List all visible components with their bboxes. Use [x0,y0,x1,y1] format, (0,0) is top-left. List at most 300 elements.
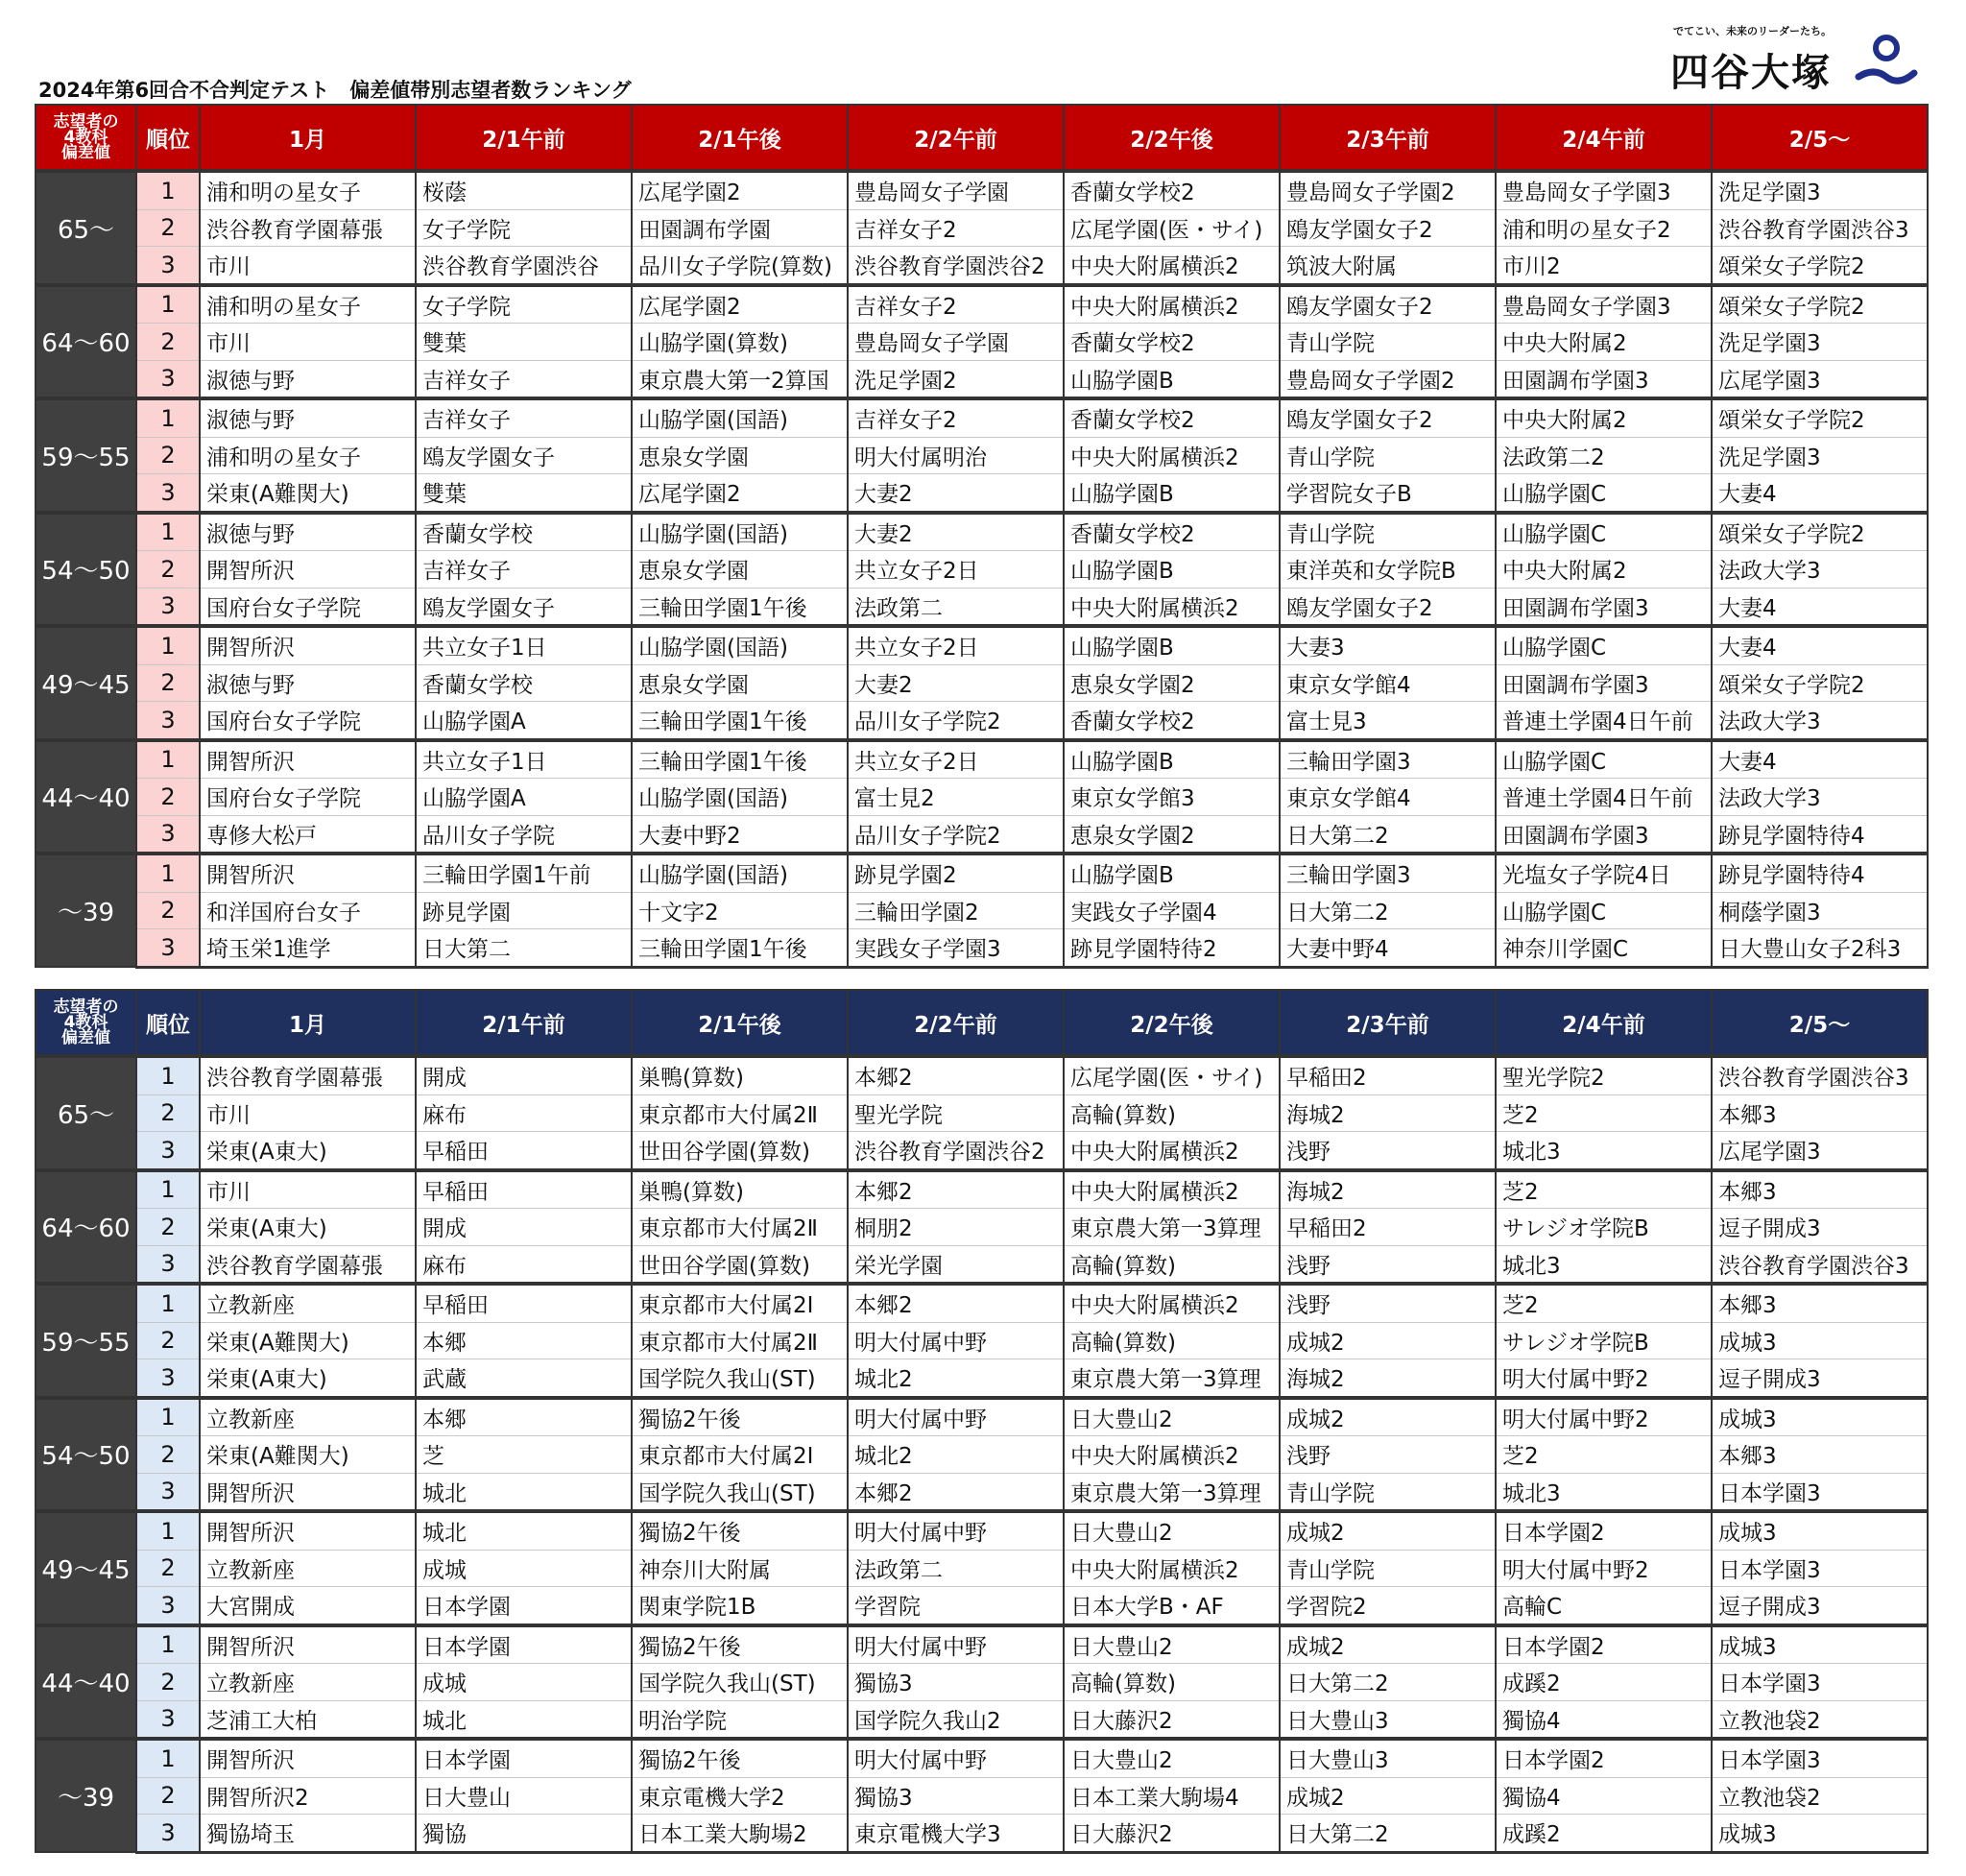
day-header: 2/4午前 [1496,990,1712,1056]
school-cell: 三輪田学園1午後 [632,929,848,968]
school-cell: 実践女子学園3 [848,929,1064,968]
school-cell: 渋谷教育学園渋谷2 [848,247,1064,285]
band-cell: 49～45 [36,1511,136,1625]
school-cell: 麻布 [416,1094,632,1132]
school-cell: 日本学園 [416,1625,632,1664]
table-row [36,247,1928,285]
band-cell: 65～ [36,1056,136,1170]
band-header [36,990,136,1056]
rank-cell: 2 [136,892,200,929]
school-cell: 大妻4 [1712,588,1928,626]
school-cell: 獨協 [416,1815,632,1853]
school-cell: 国学院久我山(ST) [632,1473,848,1511]
table-row [36,209,1928,247]
school-cell: 桐蔭学園3 [1712,892,1928,929]
school-cell: 鴎友学園女子 [416,437,632,474]
school-cell: 早稲田2 [1280,1209,1496,1246]
school-cell: 獨協2午後 [632,1625,848,1664]
school-cell: 城北2 [848,1359,1064,1398]
school-cell: 成城3 [1712,1398,1928,1436]
school-cell: サレジオ学院B [1496,1322,1712,1359]
school-cell: 逗子開成3 [1712,1359,1928,1398]
school-cell: 東洋英和女学院B [1280,551,1496,589]
rank-header: 順位 [136,105,200,171]
school-cell: 聖光学院2 [1496,1056,1712,1094]
school-cell: 淑徳与野 [200,360,416,398]
school-cell: 東京都市大付属2Ⅱ [632,1322,848,1359]
school-cell: 豊島岡女子学園2 [1280,171,1496,209]
rank-cell: 3 [136,247,200,285]
table-row [36,1625,1928,1664]
table-row [36,664,1928,702]
day-header: 2/5～ [1712,105,1928,171]
school-cell: 浦和明の星女子2 [1496,209,1712,247]
school-cell: 成蹊2 [1496,1815,1712,1853]
school-cell: 恵泉女学園2 [1064,815,1280,854]
school-cell: 獨協2午後 [632,1739,848,1777]
table-row [36,324,1928,361]
table-row [36,1473,1928,1511]
school-cell: 日大第二2 [1280,1815,1496,1853]
school-cell: 青山学院 [1280,513,1496,551]
school-cell: 立教新座 [200,1398,416,1436]
school-cell: 法政第二 [848,1550,1064,1587]
school-cell: 明大付属中野 [848,1625,1064,1664]
rank-cell: 3 [136,1245,200,1284]
school-cell: 実践女子学園4 [1064,892,1280,929]
school-cell: 栄東(A難関大) [200,1322,416,1359]
table-row [36,779,1928,816]
rank-cell: 2 [136,437,200,474]
school-cell: 三輪田学園1午前 [416,854,632,892]
school-cell: 東京農大第一2算国 [632,360,848,398]
band-header [36,105,136,171]
school-cell: 大宮開成 [200,1587,416,1625]
school-cell: 山脇学園C [1496,474,1712,513]
school-cell: 早稲田 [416,1170,632,1209]
school-cell: 獨協2午後 [632,1511,848,1550]
rank-cell: 3 [136,1132,200,1170]
band-cell: 59～55 [36,398,136,513]
school-cell: 成城2 [1280,1398,1496,1436]
band-header-line: 偏差値 [61,1028,110,1047]
table-row [36,626,1928,664]
school-cell: 渋谷教育学園幕張 [200,1245,416,1284]
school-cell: 日本学園2 [1496,1625,1712,1664]
school-cell: 山脇学園A [416,779,632,816]
school-cell: 関東学院1B [632,1587,848,1625]
rank-cell: 2 [136,1664,200,1701]
school-cell: 日本工業大駒場2 [632,1815,848,1853]
rank-cell: 1 [136,513,200,551]
table-row [36,588,1928,626]
school-cell: 女子学院 [416,285,632,324]
school-cell: 立教新座 [200,1284,416,1322]
school-cell: 三輪田学園2 [848,892,1064,929]
table-row [36,1132,1928,1170]
school-cell: 日大豊山3 [1280,1700,1496,1739]
school-cell: 吉祥女子2 [848,398,1064,437]
school-cell: 大妻2 [848,664,1064,702]
school-cell: 洗足学園3 [1712,437,1928,474]
day-header: 2/3午前 [1280,105,1496,171]
school-cell: 頌栄女子学院2 [1712,285,1928,324]
band-cell: 54～50 [36,513,136,627]
school-cell: 日本学園3 [1712,1550,1928,1587]
school-cell: 専修大松戸 [200,815,416,854]
school-cell: 浅野 [1280,1436,1496,1474]
school-cell: 淑徳与野 [200,513,416,551]
brand-tagline: でてこい、未来のリーダーたち。 [1673,25,1832,37]
school-cell: 明大付属中野2 [1496,1359,1712,1398]
rank-cell: 3 [136,1587,200,1625]
school-cell: 山脇学園(国語) [632,513,848,551]
school-cell: 豊島岡女子学園 [848,171,1064,209]
rank-cell: 1 [136,1284,200,1322]
school-cell: 大妻4 [1712,626,1928,664]
school-cell: 本郷2 [848,1056,1064,1094]
school-cell: 栄東(A東大) [200,1209,416,1246]
school-cell: 高輪(算数) [1064,1664,1280,1701]
school-cell: 日本学園 [416,1739,632,1777]
school-cell: 日大豊山2 [1064,1739,1280,1777]
school-cell: 神奈川学園C [1496,929,1712,968]
school-cell: 日本学園 [416,1587,632,1625]
table-row [36,1245,1928,1284]
school-cell: 国府台女子学院 [200,588,416,626]
band-cell: ～39 [36,1739,136,1852]
school-cell: 法政第二2 [1496,437,1712,474]
school-cell: 渋谷教育学園渋谷3 [1712,1056,1928,1094]
school-cell: 広尾学園2 [632,285,848,324]
school-cell: 頌栄女子学院2 [1712,247,1928,285]
table-row [36,1550,1928,1587]
school-cell: 香蘭女学校2 [1064,398,1280,437]
rank-cell: 3 [136,1473,200,1511]
school-cell: 日本学園2 [1496,1511,1712,1550]
rank-cell: 2 [136,1209,200,1246]
rank-cell: 1 [136,1398,200,1436]
school-cell: 高輪(算数) [1064,1322,1280,1359]
school-cell: 学習院2 [1280,1587,1496,1625]
band-cell: 65～ [36,171,136,285]
school-cell: 城北3 [1496,1245,1712,1284]
school-cell: 日大藤沢2 [1064,1815,1280,1853]
day-header: 2/2午前 [848,105,1064,171]
table-row [36,398,1928,437]
school-cell: 桜蔭 [416,171,632,209]
school-cell: 恵泉女学園 [632,664,848,702]
school-cell: 鴎友学園女子2 [1280,398,1496,437]
school-cell: 法政大学3 [1712,702,1928,740]
school-cell: 豊島岡女子学園3 [1496,171,1712,209]
school-cell: 国学院久我山(ST) [632,1359,848,1398]
school-cell: 高輪(算数) [1064,1245,1280,1284]
school-cell: 東京都市大付属2Ⅱ [632,1094,848,1132]
school-cell: 三輪田学園1午後 [632,702,848,740]
school-cell: 開智所沢 [200,551,416,589]
school-cell: 渋谷教育学園渋谷2 [848,1132,1064,1170]
school-cell: 東京電機大学2 [632,1777,848,1815]
rank-cell: 2 [136,1322,200,1359]
school-cell: 城北 [416,1473,632,1511]
band-cell: 54～50 [36,1398,136,1512]
school-cell: 共立女子2日 [848,626,1064,664]
boys-ranking-table [35,989,1929,1854]
school-cell: 鴎友学園女子2 [1280,588,1496,626]
day-header: 2/1午前 [416,990,632,1056]
school-cell: 本郷 [416,1398,632,1436]
school-cell: 山脇学園B [1064,854,1280,892]
rank-cell: 2 [136,664,200,702]
table-row [36,1359,1928,1398]
girls-ranking-table [35,104,1929,969]
school-cell: 開智所沢 [200,1511,416,1550]
band-header-line: 志望者の [53,112,119,132]
school-cell: 恵泉女学園 [632,551,848,589]
school-cell: 山脇学園C [1496,513,1712,551]
table-row [36,1094,1928,1132]
rank-cell: 2 [136,779,200,816]
school-cell: 日本学園2 [1496,1739,1712,1777]
school-cell: 山脇学園(国語) [632,854,848,892]
school-cell: 成城3 [1712,1511,1928,1550]
school-cell: 獨協4 [1496,1700,1712,1739]
school-cell: 本郷3 [1712,1170,1928,1209]
school-cell: 香蘭女学校2 [1064,513,1280,551]
table-row [36,1664,1928,1701]
school-cell: 十文字2 [632,892,848,929]
school-cell: 成城 [416,1664,632,1701]
school-cell: 女子学院 [416,209,632,247]
school-cell: 跡見学園特待2 [1064,929,1280,968]
school-cell: 巣鴨(算数) [632,1170,848,1209]
school-cell: 成城3 [1712,1815,1928,1853]
school-cell: 日本学園3 [1712,1664,1928,1701]
rank-cell: 1 [136,1056,200,1094]
school-cell: 田園調布学園 [632,209,848,247]
school-cell: 三輪田学園3 [1280,740,1496,779]
school-cell: 大妻中野2 [632,815,848,854]
rank-cell: 3 [136,929,200,968]
school-cell: 田園調布学園3 [1496,588,1712,626]
day-header: 2/2午後 [1064,105,1280,171]
school-cell: 恵泉女学園 [632,437,848,474]
school-cell: 浅野 [1280,1132,1496,1170]
school-cell: 早稲田 [416,1284,632,1322]
school-cell: 開成 [416,1209,632,1246]
school-cell: 渋谷教育学園渋谷3 [1712,209,1928,247]
day-header: 2/3午前 [1280,990,1496,1056]
school-cell: 中央大附属横浜2 [1064,588,1280,626]
school-cell: 本郷 [416,1322,632,1359]
school-cell: 豊島岡女子学園 [848,324,1064,361]
brand-name: 四谷大塚 [1670,51,1832,95]
school-cell: 市川 [200,324,416,361]
school-cell: 山脇学園B [1064,360,1280,398]
rank-cell: 2 [136,551,200,589]
school-cell: 跡見学園特待4 [1712,815,1928,854]
school-cell: 吉祥女子 [416,398,632,437]
school-cell: 香蘭女学校 [416,513,632,551]
table-row [36,1815,1928,1853]
school-cell: 武蔵 [416,1359,632,1398]
table-row [36,929,1928,968]
school-cell: 浅野 [1280,1245,1496,1284]
school-cell: 学習院 [848,1587,1064,1625]
school-cell: 跡見学園2 [848,854,1064,892]
school-cell: 恵泉女学園2 [1064,664,1280,702]
school-cell: 中央大附属横浜2 [1064,1170,1280,1209]
school-cell: 中央大附属横浜2 [1064,437,1280,474]
school-cell: 三輪田学園1午後 [632,588,848,626]
school-cell: 本郷2 [848,1284,1064,1322]
school-cell: 中央大附属横浜2 [1064,1436,1280,1474]
school-cell: 中央大附属横浜2 [1064,285,1280,324]
school-cell: 共立女子2日 [848,551,1064,589]
school-cell: 開智所沢 [200,626,416,664]
table-row [36,285,1928,324]
school-cell: 開智所沢2 [200,1777,416,1815]
school-cell: 世田谷学園(算数) [632,1132,848,1170]
rank-cell: 3 [136,702,200,740]
school-cell: 芝2 [1496,1170,1712,1209]
school-cell: 鴎友学園女子2 [1280,209,1496,247]
school-cell: 海城2 [1280,1359,1496,1398]
band-cell: 44～40 [36,1625,136,1740]
rank-cell: 1 [136,626,200,664]
school-cell: 香蘭女学校2 [1064,702,1280,740]
school-cell: 大妻4 [1712,474,1928,513]
school-cell: 渋谷教育学園渋谷 [416,247,632,285]
school-cell: 雙葉 [416,324,632,361]
school-cell: 栄東(A東大) [200,1132,416,1170]
school-cell: 吉祥女子2 [848,209,1064,247]
school-cell: 獨協4 [1496,1777,1712,1815]
rank-cell: 2 [136,1777,200,1815]
school-cell: 豊島岡女子学園2 [1280,360,1496,398]
school-cell: 青山学院 [1280,1473,1496,1511]
school-cell: 市川 [200,1094,416,1132]
school-cell: 鴎友学園女子 [416,588,632,626]
school-cell: 広尾学園3 [1712,360,1928,398]
school-cell: 浅野 [1280,1284,1496,1322]
rank-cell: 2 [136,1436,200,1474]
rank-cell: 3 [136,474,200,513]
table-row [36,1700,1928,1739]
school-cell: 学習院女子B [1280,474,1496,513]
school-cell: 城北2 [848,1436,1064,1474]
school-cell: 広尾学園2 [632,171,848,209]
school-cell: 城北3 [1496,1473,1712,1511]
school-cell: 明大付属中野2 [1496,1550,1712,1587]
school-cell: 東京都市大付属2Ⅱ [632,1209,848,1246]
school-cell: 三輪田学園1午後 [632,740,848,779]
school-cell: 成城 [416,1550,632,1587]
school-cell: 山脇学園(算数) [632,324,848,361]
school-cell: 明大付属中野 [848,1511,1064,1550]
school-cell: 普連土学園4日午前 [1496,779,1712,816]
school-cell: 洗足学園3 [1712,171,1928,209]
school-cell: 日大豊山2 [1064,1625,1280,1664]
school-cell: 大妻2 [848,513,1064,551]
school-cell: 立教新座 [200,1550,416,1587]
school-cell: 獨協3 [848,1777,1064,1815]
school-cell: 海城2 [1280,1170,1496,1209]
school-cell: 日大第二2 [1280,1664,1496,1701]
table-row [36,474,1928,513]
school-cell: 本郷2 [848,1170,1064,1209]
school-cell: 立教池袋2 [1712,1700,1928,1739]
school-cell: 本郷3 [1712,1094,1928,1132]
school-cell: 青山学院 [1280,437,1496,474]
school-cell: 中央大附属横浜2 [1064,247,1280,285]
school-cell: 品川女子学院2 [848,702,1064,740]
table-row [36,551,1928,589]
rank-header: 順位 [136,990,200,1056]
school-cell: 田園調布学園3 [1496,664,1712,702]
day-header: 2/4午前 [1496,105,1712,171]
table-row [36,437,1928,474]
school-cell: 山脇学園C [1496,626,1712,664]
school-cell: 獨協3 [848,1664,1064,1701]
yotsuya-otsuka-logo-icon [1855,35,1918,92]
school-cell: 本郷3 [1712,1284,1928,1322]
school-cell: 逗子開成3 [1712,1209,1928,1246]
school-cell: 鴎友学園女子2 [1280,285,1496,324]
rank-cell: 2 [136,324,200,361]
school-cell: 栄東(A難関大) [200,1436,416,1474]
rank-cell: 1 [136,1625,200,1664]
school-cell: 栄光学園 [848,1245,1064,1284]
school-cell: 渋谷教育学園渋谷3 [1712,1245,1928,1284]
school-cell: 青山学院 [1280,1550,1496,1587]
school-cell: 成城2 [1280,1777,1496,1815]
school-cell: 海城2 [1280,1094,1496,1132]
school-cell: 聖光学院 [848,1094,1064,1132]
school-cell: 芝 [416,1436,632,1474]
school-cell: 開智所沢 [200,854,416,892]
rank-cell: 3 [136,588,200,626]
school-cell: 逗子開成3 [1712,1587,1928,1625]
rank-cell: 1 [136,740,200,779]
school-cell: 明大付属中野 [848,1739,1064,1777]
school-cell: 東京電機大学3 [848,1815,1064,1853]
band-cell: 59～55 [36,1284,136,1398]
school-cell: 立教新座 [200,1664,416,1701]
rank-cell: 3 [136,1700,200,1739]
school-cell: 法政大学3 [1712,779,1928,816]
school-cell: 共立女子2日 [848,740,1064,779]
school-cell: 高輪(算数) [1064,1094,1280,1132]
rank-cell: 1 [136,285,200,324]
school-cell: 山脇学園B [1064,474,1280,513]
school-cell: 城北 [416,1700,632,1739]
band-cell: 64～60 [36,285,136,399]
school-cell: 市川 [200,1170,416,1209]
school-cell: 光塩女子学院4日 [1496,854,1712,892]
school-cell: 洗足学園3 [1712,324,1928,361]
school-cell: 山脇学園(国語) [632,626,848,664]
school-cell: 広尾学園3 [1712,1132,1928,1170]
school-cell: 和洋国府台女子 [200,892,416,929]
school-cell: 山脇学園A [416,702,632,740]
rank-cell: 1 [136,398,200,437]
day-header: 2/2午後 [1064,990,1280,1056]
school-cell: 市川2 [1496,247,1712,285]
brand-block [1649,23,1918,95]
school-cell: 渋谷教育学園幕張 [200,209,416,247]
